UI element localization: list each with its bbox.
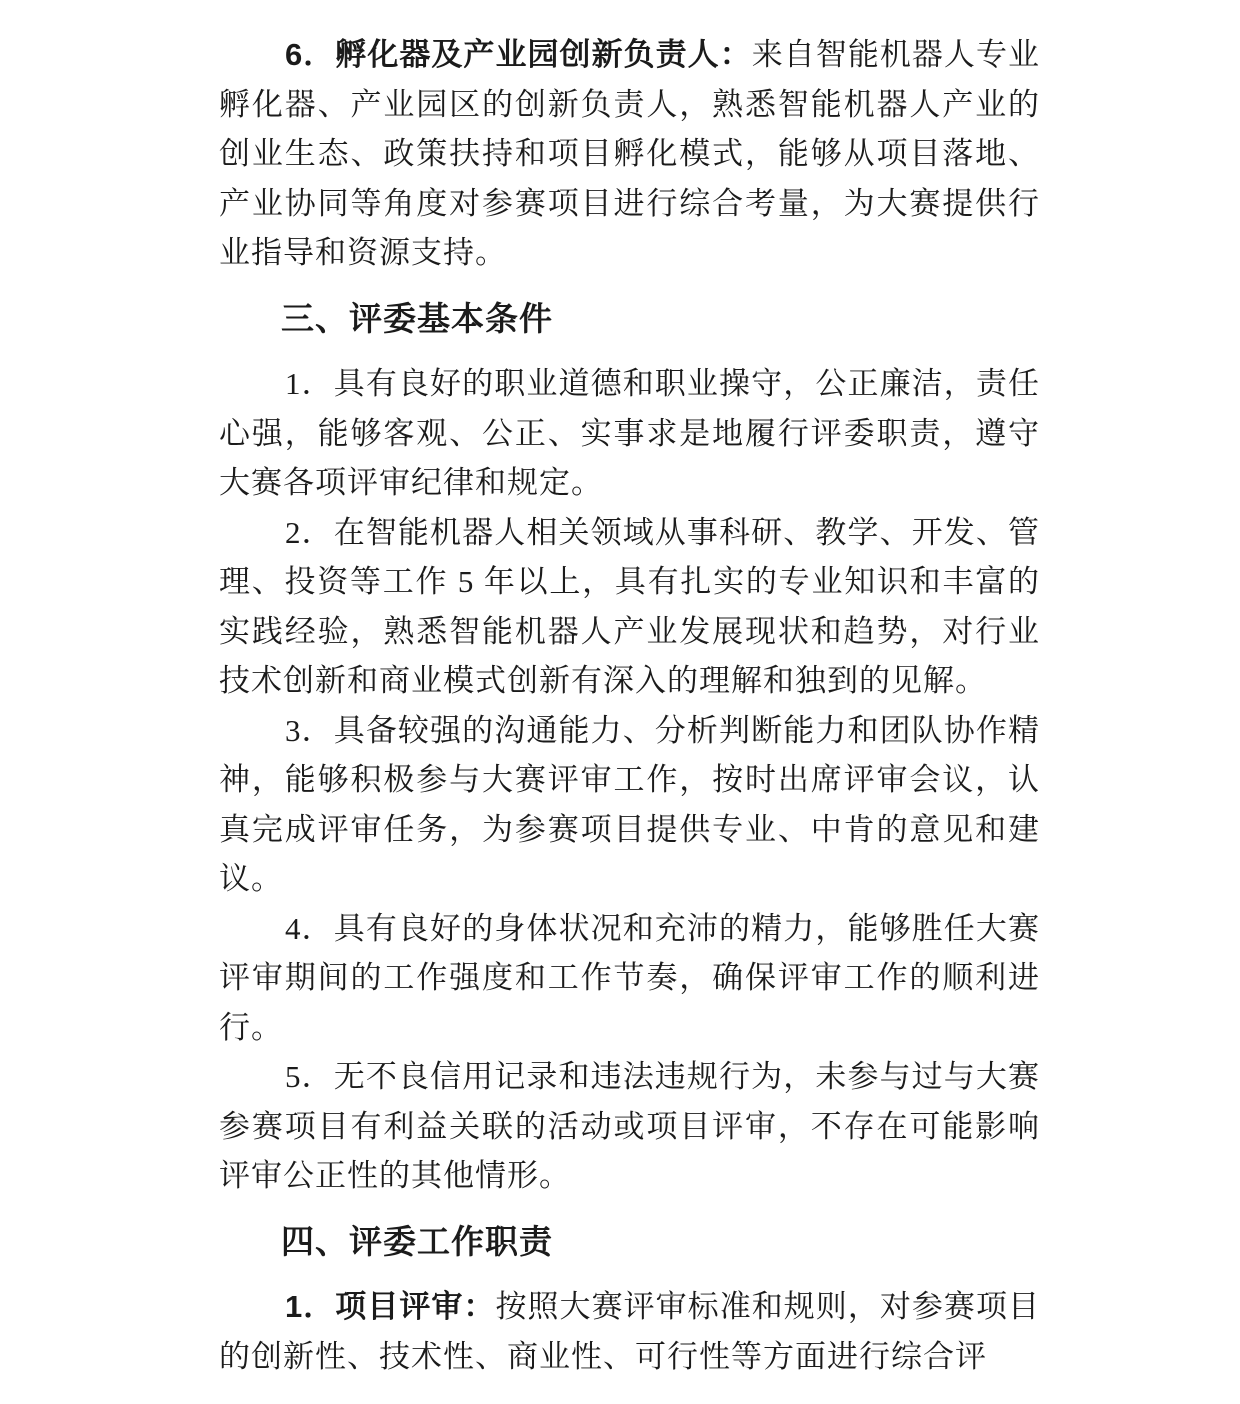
duties-item-1-body: 按照大赛评审标准和规则，对参赛项目的创新性、技术性、商业性、可行性等方面进行综合评 — [219, 1289, 1040, 1374]
section-heading-judge-criteria: 三、评委基本条件 — [281, 299, 553, 337]
section-heading-judge-duties: 四、评委工作职责 — [281, 1222, 553, 1260]
criteria-item-4: 4．具有良好的身体状况和充沛的精力，能够胜任大赛评审期间的工作强度和工作节奏，确保评审工作的顺利进行。 — [219, 910, 1040, 1045]
criteria-item-2: 2．在智能机器人相关领域从事科研、教学、开发、管理、投资等工作 5 年以上，具有扎实的专业知识和丰富的实践经验，熟悉智能机器人产业发展现状和趋势，对行业技术创新和商业模式创新有深入的理解和独到的见解。 — [219, 514, 1040, 698]
criteria-item-5: 5．无不良信用记录和违法违规行为，未参与过与大赛参赛项目有利益关联的活动或项目评审，不存在可能影响评审公正性的其他情形。 — [219, 1059, 1040, 1193]
clause-incubator-leaders-body: 来自智能机器人专业孵化器、产业园区的创新负责人，熟悉智能机器人产业的创业生态、政策扶持和项目孵化模式，能够从项目落地、产业协同等角度对参赛项目进行综合考量，为大赛提供行业指导和资源支持。 — [219, 37, 1040, 270]
clause-incubator-leaders-lead: 6．孵化器及产业园创新负责人： — [285, 37, 752, 72]
duties-item-1-lead: 1．项目评审： — [285, 1289, 496, 1324]
clause-incubator-leaders — [219, 30, 1040, 278]
criteria-item-3: 3．具备较强的沟通能力、分析判断能力和团队协作精神，能够积极参与大赛评审工作，按时出席评审会议，认真完成评审任务，为参赛项目提供专业、中肯的意见和建议。 — [219, 712, 1040, 896]
duties-item-1 — [219, 1282, 1040, 1381]
criteria-item-1: 1．具有良好的职业道德和职业操守，公正廉洁，责任心强，能够客观、公正、实事求是地履行评委职责，遵守大赛各项评审纪律和规定。 — [219, 366, 1040, 500]
